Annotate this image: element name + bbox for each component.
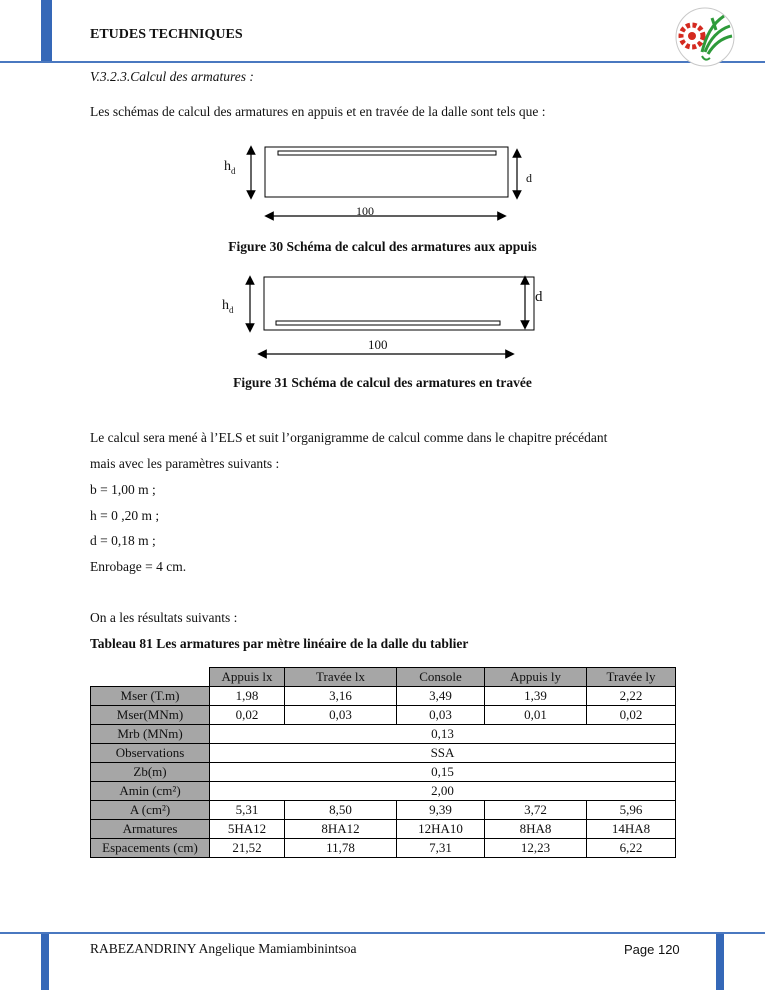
table-cell: 12HA10: [397, 820, 485, 839]
table-cell: 3,72: [485, 801, 587, 820]
table-merged-cell: SSA: [210, 744, 676, 763]
footer-rule: [0, 932, 765, 934]
page-header-title: ETUDES TECHNIQUES: [90, 27, 243, 42]
figure-31-label-hd: $h_d$: [222, 298, 234, 315]
table-cell: 2,22: [587, 687, 676, 706]
calc-paragraph-line-2: mais avec les paramètres suivants :: [90, 456, 280, 471]
table-cell: 1,98: [210, 687, 285, 706]
university-logo-icon: [672, 6, 738, 68]
row-header: Zb(m): [91, 763, 210, 782]
param-b: b = 1,00 m ;: [90, 482, 156, 497]
table-row: [91, 725, 676, 744]
table-cell: 3,49: [397, 687, 485, 706]
figure-30-label-d: d: [526, 171, 532, 185]
table-cell: 12,23: [485, 839, 587, 858]
table-cell: 8HA12: [285, 820, 397, 839]
param-h: h = 0 ,20 m ;: [90, 508, 160, 523]
table-row: [91, 687, 676, 706]
table-cell: 9,39: [397, 801, 485, 820]
col-header: Travée lx: [285, 668, 397, 687]
header-left-bar: [41, 0, 52, 62]
table-cell: 5,96: [587, 801, 676, 820]
table-merged-cell: 0,15: [210, 763, 676, 782]
header-rule: [0, 61, 765, 63]
footer-author: RABEZANDRINY Angelique Mamiambinintsoa: [90, 941, 357, 956]
table-row: [91, 820, 676, 839]
table-cell: 5HA12: [210, 820, 285, 839]
figure-30-caption: Figure 30 Schéma de calcul des armatures aux appuis: [228, 239, 537, 254]
table-row: [91, 801, 676, 820]
row-header: A (cm²): [91, 801, 210, 820]
table-cell: 5,31: [210, 801, 285, 820]
row-header: Mser (T.m): [91, 687, 210, 706]
table-row: [91, 744, 676, 763]
table-cell: 7,31: [397, 839, 485, 858]
figure-30-diagram: [220, 140, 540, 225]
intro-paragraph: Les schémas de calcul des armatures en appuis et en travée de la dalle sont tels que :: [90, 104, 546, 119]
param-enrobage: Enrobage = 4 cm.: [90, 559, 187, 574]
table-merged-cell: 0,13: [210, 725, 676, 744]
table-title: Tableau 81 Les armatures par mètre linéaire de la dalle du tablier: [90, 636, 469, 651]
table-cell: 6,22: [587, 839, 676, 858]
table-cell: 0,02: [210, 706, 285, 725]
row-header: Mrb (MNm): [91, 725, 210, 744]
results-table: [90, 667, 676, 858]
row-header: Espacements (cm): [91, 839, 210, 858]
table-cell: 1,39: [485, 687, 587, 706]
table-cell: 0,03: [397, 706, 485, 725]
figure-31-caption: Figure 31 Schéma de calcul des armatures en travée: [233, 375, 532, 390]
table-cell: 8HA8: [485, 820, 587, 839]
section-heading: V.3.2.3.Calcul des armatures :: [90, 69, 254, 84]
figure-31-label-width: 100: [368, 337, 388, 352]
table-cell: 11,78: [285, 839, 397, 858]
table-cell: 0,03: [285, 706, 397, 725]
table-cell: 14HA8: [587, 820, 676, 839]
col-header: Appuis ly: [485, 668, 587, 687]
table-row: [91, 839, 676, 858]
footer-right-bar: [716, 934, 724, 990]
table-cell: 0,02: [587, 706, 676, 725]
row-header: Armatures: [91, 820, 210, 839]
table-row: [91, 706, 676, 725]
table-cell: 3,16: [285, 687, 397, 706]
calc-paragraph-line-1: Le calcul sera mené à l’ELS et suit l’organigramme de calcul comme dans le chapitre précédant: [90, 430, 608, 445]
footer-left-bar: [41, 934, 49, 990]
figure-30-label-hd: $h_d$: [224, 159, 236, 176]
table-cell: 8,50: [285, 801, 397, 820]
row-header: Observations: [91, 744, 210, 763]
col-header: Appuis lx: [210, 668, 285, 687]
row-header: Mser(MNm): [91, 706, 210, 725]
table-merged-cell: 2,00: [210, 782, 676, 801]
figure-31-label-d: d: [535, 289, 543, 305]
col-header: Console: [397, 668, 485, 687]
figure-30-label-width: 100: [356, 204, 374, 218]
table-cell: 0,01: [485, 706, 587, 725]
table-row: [91, 782, 676, 801]
table-row: [91, 763, 676, 782]
param-d: d = 0,18 m ;: [90, 533, 156, 548]
table-cell: 21,52: [210, 839, 285, 858]
table-corner: [91, 668, 210, 687]
row-header: Amin (cm²): [91, 782, 210, 801]
results-intro: On a les résultats suivants :: [90, 610, 238, 625]
page-number: Page 120: [624, 942, 680, 957]
col-header: Travée ly: [587, 668, 676, 687]
table-header-row: [91, 668, 676, 687]
